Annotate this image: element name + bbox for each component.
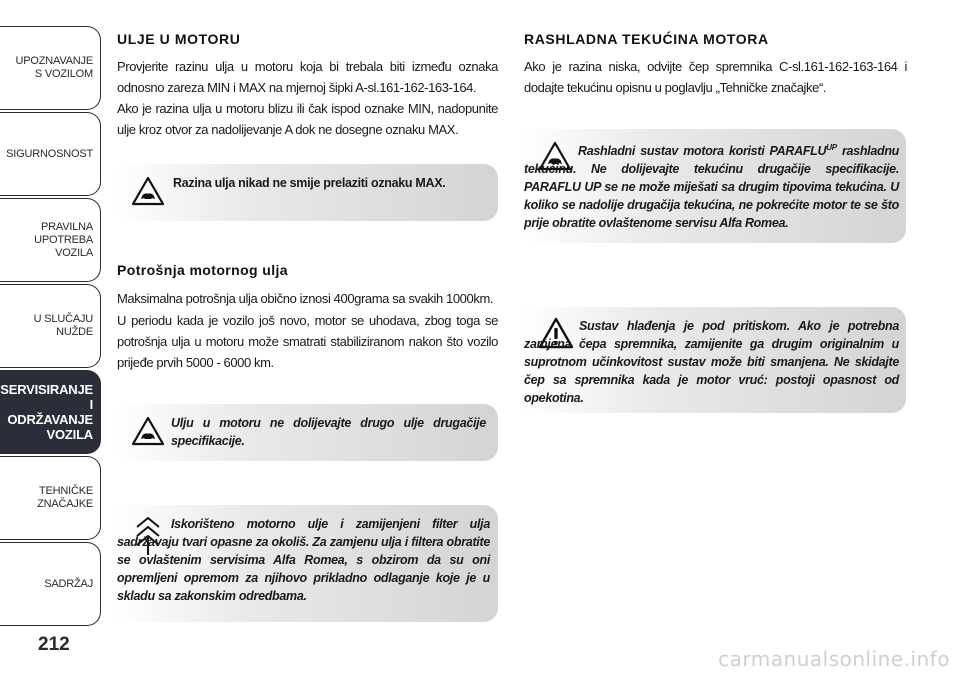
tab-upoznavanje[interactable] [0,26,101,110]
pressure-warning [520,307,906,413]
consumption-paragraph-1: Maksimalna potrošnja ulja obično iznosi 400grama sa svakih 1000km. [117,291,494,306]
environment-note [113,505,498,622]
paraflu-text-a: Rashladni sustav motora koristi PARAFLU [578,144,827,159]
tab-tehnicke-znacajke[interactable] [0,456,101,540]
oil-max-warning [113,164,498,221]
warning-text: Sustav hlađenja je pod pritiskom. Ako je potrebna zamjena čepa spremnika, zamijenite ga drugim originalnim u suprotnom učinkovitost sustav može biti smanjena. Ne skidajte čep sa spremnika kada je motor vruć: postoji opasnost od opekotina. [524,319,899,405]
warning-text: Razina ulja nikad ne smije prelaziti oznaku MAX. [173,176,446,190]
warning-text [524,139,899,232]
oil-spec-warning [113,404,498,461]
tab-label: PRAVILNA UPOTREBA VOZILA [34,220,93,259]
consumption-paragraph-2: U periodu kada je vozilo još novo, motor se uhodava, zbog toga se potrošnja ulja u motoru može smatrati stabiliziranom nakon što vozilo prijeđe prvih 5000 - 6000 km. [117,313,498,370]
warning-text: Ulju u motoru ne dolijevajte drugo ulje drugačije specifikacije. [171,416,486,448]
coolant-paragraph: Ako je razina niska, odvijte čep spremnika C-sl.161-162-163-164 i dodajte tekućinu opisnu u poglavlju „Tehničke značajke“. [524,59,907,95]
tab-label: SIGURNOSNOST [6,147,93,160]
tab-sadrzaj[interactable] [0,542,101,626]
oil-paragraph-1: Provjerite razinu ulja u motoru koja bi trebala biti između oznaka odnosno zareza MIN i MAX na mjernoj šipki A-sl.161-162-163-164. [117,59,498,95]
tab-servisiranje[interactable] [0,370,101,454]
watermark: carmanualsonline.info [718,647,950,671]
paraflu-warning [520,129,906,243]
environment-text: Iskorišteno motorno ulje i zamijenjeni filter ulja sadržavaju tvari opasne za okoliš. Za zamjenu ulja i filtera obratite se ovlaštenim servisima Alfa Romea, s obzirom da su oni opremljeni opremom za njihovo prikladno odlaganje koje je u skladu sa zakonskim odredbama. [117,517,490,603]
tab-u-slucaju-nuzde[interactable] [0,284,101,368]
car-warning-icon [131,416,165,446]
tab-label: UPOZNAVANJE S VOZILOM [15,55,93,80]
paraflu-text-b: rashladnu tekućinu. Ne dolijevajte tekućinu drugačije specifikacije. PARAFLU UP se ne može miješati sa drugim tipovima tekućina. U koliko se nadolije drugačija tekućina, ne pokrećite motor te se što prije obratite ovlaštenome servisu Alfa Romea. [524,144,899,231]
car-warning-icon [131,176,165,206]
tab-pravilna-upotreba[interactable] [0,198,101,282]
tab-label: SERVISIRANJE I ODRŽAVANJE VOZILA [0,382,93,442]
paraflu-sup: UP [826,143,837,152]
tab-label: SADRŽAJ [44,577,93,590]
consumption-section-title: Potrošnja motornog ulja [117,262,288,278]
page-number: 212 [38,634,70,655]
tab-sigurnost[interactable] [0,112,101,196]
tab-label: TEHNIČKE ZNAČAJKE [37,485,93,510]
tab-label: U SLUČAJU NUŽDE [33,313,93,338]
coolant-section-title: RASHLADNA TEKUĆINA MOTORA [524,31,769,47]
oil-section-title: ULJE U MOTORU [117,31,241,47]
oil-paragraph-2: Ako je razina ulja u motoru blizu ili čak ispod oznake MIN, nadopunite ulje kroz otvor za nadolijevanje A dok ne dosegne oznaku MAX. [117,101,498,137]
